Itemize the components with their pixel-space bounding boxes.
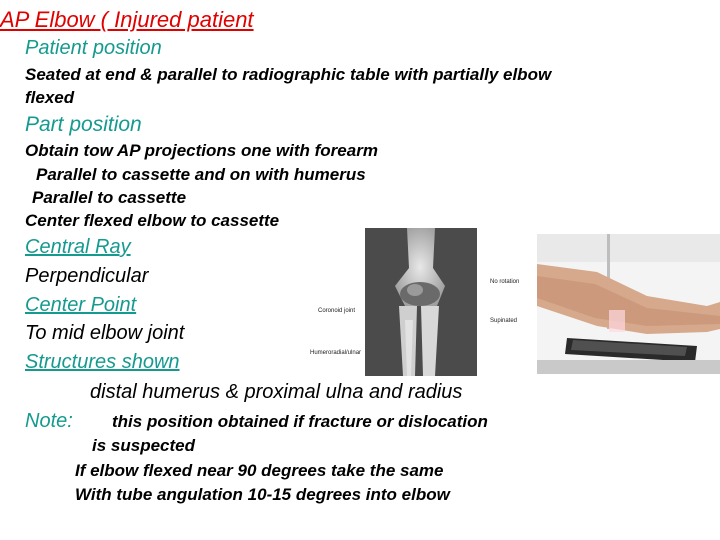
part-position-line: Center flexed elbow to cassette xyxy=(25,211,280,230)
center-point-value: To mid elbow joint xyxy=(25,322,185,344)
xray-label: No rotation xyxy=(490,279,520,285)
xray-label: Coronoid joint xyxy=(318,308,356,314)
page-title: AP Elbow ( Injured patient xyxy=(0,7,254,32)
elbow-positioning-photo xyxy=(537,234,720,374)
part-position-line: Parallel to cassette and on with humerus xyxy=(36,165,366,184)
structures-value: distal humerus & proximal ulna and radius xyxy=(90,381,463,403)
xray-label: Supinated xyxy=(490,318,518,324)
center-point-heading: Center Point xyxy=(25,294,137,316)
patient-position-line: Seated at end & parallel to radiographic table with partially elbow xyxy=(25,65,552,84)
note-label: Note: xyxy=(25,410,73,432)
part-position-line: Parallel to cassette xyxy=(32,188,187,207)
elbow-xray-image xyxy=(365,228,477,376)
xray-label: Humeroradial/ulnar xyxy=(310,350,362,356)
patient-position-line: flexed xyxy=(25,88,75,107)
central-ray-value: Perpendicular xyxy=(25,265,149,287)
note-line: is suspected xyxy=(92,436,195,455)
note-line: this position obtained if fracture or dislocation xyxy=(112,412,488,431)
note-line: If elbow flexed near 90 degrees take the same xyxy=(75,461,444,480)
part-position-line: Obtain tow AP projections one with forearm xyxy=(25,141,378,160)
note-line: With tube angulation 10-15 degrees into elbow xyxy=(75,485,450,504)
patient-position-heading: Patient position xyxy=(25,37,162,59)
structures-heading: Structures shown xyxy=(25,351,180,373)
central-ray-heading: Central Ray xyxy=(25,236,131,258)
part-position-heading: Part position xyxy=(25,113,142,136)
